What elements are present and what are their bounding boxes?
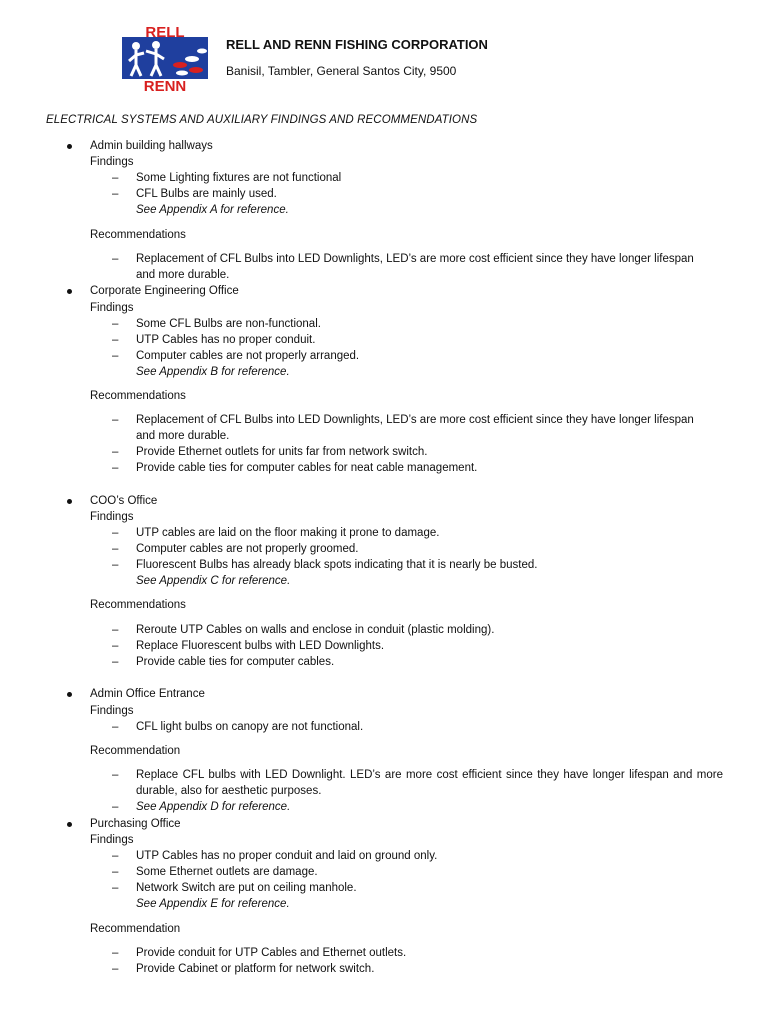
- dash-marker: –: [112, 801, 119, 813]
- bullet-icon: [67, 499, 72, 504]
- company-name: RELL AND RENN FISHING CORPORATION: [226, 37, 488, 52]
- dash-marker: –: [112, 462, 119, 474]
- finding-item: Computer cables are not properly groomed.: [136, 543, 359, 555]
- recommendation-item: Replacement of CFL Bulbs into LED Downlights, LED’s are more cost efficient since they have longer lifespan and more durable.: [136, 414, 694, 442]
- dash-marker: –: [112, 721, 119, 733]
- dash-marker: –: [112, 882, 119, 894]
- bullet-icon: [67, 692, 72, 697]
- recommendations-label: Recommendations: [90, 599, 186, 611]
- section-heading: Corporate Engineering Office: [90, 285, 239, 297]
- finding-item: Computer cables are not properly arranged.: [136, 350, 360, 362]
- findings-label: Findings: [90, 156, 134, 168]
- finding-item: UTP Cables has no proper conduit and laid on ground only.: [136, 850, 438, 862]
- findings-label: Findings: [90, 834, 134, 846]
- recommendations-label: Recommendations: [90, 229, 186, 241]
- recommendation-item: Reroute UTP Cables on walls and enclose in conduit (plastic molding).: [136, 624, 495, 636]
- bullet-icon: [67, 289, 72, 294]
- recommendations-label: Recommendation: [90, 923, 181, 935]
- dash-marker: –: [112, 318, 119, 330]
- dash-marker: –: [112, 414, 119, 426]
- dash-marker: –: [112, 624, 119, 636]
- appendix-reference: See Appendix C for reference.: [136, 575, 291, 587]
- dash-marker: –: [112, 866, 119, 878]
- recommendation-item: Provide cable ties for computer cables for neat cable management.: [136, 462, 478, 474]
- finding-item: Network Switch are put on ceiling manhole.: [136, 882, 357, 894]
- section-heading: COO’s Office: [90, 495, 158, 507]
- finding-item: CFL light bulbs on canopy are not functional.: [136, 721, 364, 733]
- recommendations-label: Recommendations: [90, 390, 186, 402]
- bullet-icon: [67, 144, 72, 149]
- findings-label: Findings: [90, 302, 134, 314]
- recommendation-item: Provide Cabinet or platform for network switch.: [136, 963, 375, 975]
- finding-item: Some Lighting fixtures are not functional: [136, 172, 342, 184]
- section-heading: Admin Office Entrance: [90, 688, 205, 700]
- dash-marker: –: [112, 446, 119, 458]
- recommendations-label: Recommendation: [90, 745, 181, 757]
- finding-item: Fluorescent Bulbs has already black spots indicating that it is nearly be busted.: [136, 559, 538, 571]
- appendix-reference: See Appendix E for reference.: [136, 898, 290, 910]
- dash-marker: –: [112, 334, 119, 346]
- dash-marker: –: [112, 640, 119, 652]
- section-heading: Admin building hallways: [90, 140, 213, 152]
- appendix-reference: See Appendix D for reference.: [136, 801, 291, 813]
- recommendation-item: Replace Fluorescent bulbs with LED Downlights.: [136, 640, 385, 652]
- recommendation-item: Provide conduit for UTP Cables and Ethernet outlets.: [136, 947, 407, 959]
- company-logo: [120, 25, 210, 91]
- bullet-icon: [67, 822, 72, 827]
- dash-marker: –: [112, 947, 119, 959]
- dash-marker: –: [112, 172, 119, 184]
- finding-item: UTP cables are laid on the floor making it prone to damage.: [136, 527, 440, 539]
- dash-marker: –: [112, 769, 119, 781]
- dash-marker: –: [112, 188, 119, 200]
- finding-item: UTP Cables has no proper conduit.: [136, 334, 316, 346]
- findings-label: Findings: [90, 705, 134, 717]
- document-title: ELECTRICAL SYSTEMS AND AUXILIARY FINDINGS AND RECOMMENDATIONS: [46, 114, 478, 126]
- company-logo-graphic: [120, 25, 210, 91]
- dash-marker: –: [112, 656, 119, 668]
- dash-marker: –: [112, 350, 119, 362]
- appendix-reference: See Appendix B for reference.: [136, 366, 290, 378]
- dash-marker: –: [112, 850, 119, 862]
- finding-item: Some CFL Bulbs are non-functional.: [136, 318, 321, 330]
- appendix-reference: See Appendix A for reference.: [136, 204, 289, 216]
- finding-item: CFL Bulbs are mainly used.: [136, 188, 277, 200]
- section-heading: Purchasing Office: [90, 818, 181, 830]
- findings-label: Findings: [90, 511, 134, 523]
- recommendation-item: Replacement of CFL Bulbs into LED Downlights, LED’s are more cost efficient since they have longer lifespan and more durable.: [136, 253, 694, 281]
- finding-item: Some Ethernet outlets are damage.: [136, 866, 318, 878]
- dash-marker: –: [112, 559, 119, 571]
- dash-marker: –: [112, 253, 119, 265]
- logo-top-text: RELL: [145, 25, 185, 41]
- dash-marker: –: [112, 527, 119, 539]
- dash-marker: –: [112, 963, 119, 975]
- recommendation-item: Replace CFL bulbs with LED Downlight. LED’s are more cost efficient since they have longer lifespan and more durable, also for aesthetic purposes.: [136, 769, 723, 797]
- recommendation-item: Provide cable ties for computer cables.: [136, 656, 335, 668]
- logo-bottom-text: RENN: [143, 78, 187, 91]
- company-address: Banisil, Tambler, General Santos City, 9500: [226, 64, 457, 78]
- dash-marker: –: [112, 543, 119, 555]
- recommendation-item: Provide Ethernet outlets for units far from network switch.: [136, 446, 428, 458]
